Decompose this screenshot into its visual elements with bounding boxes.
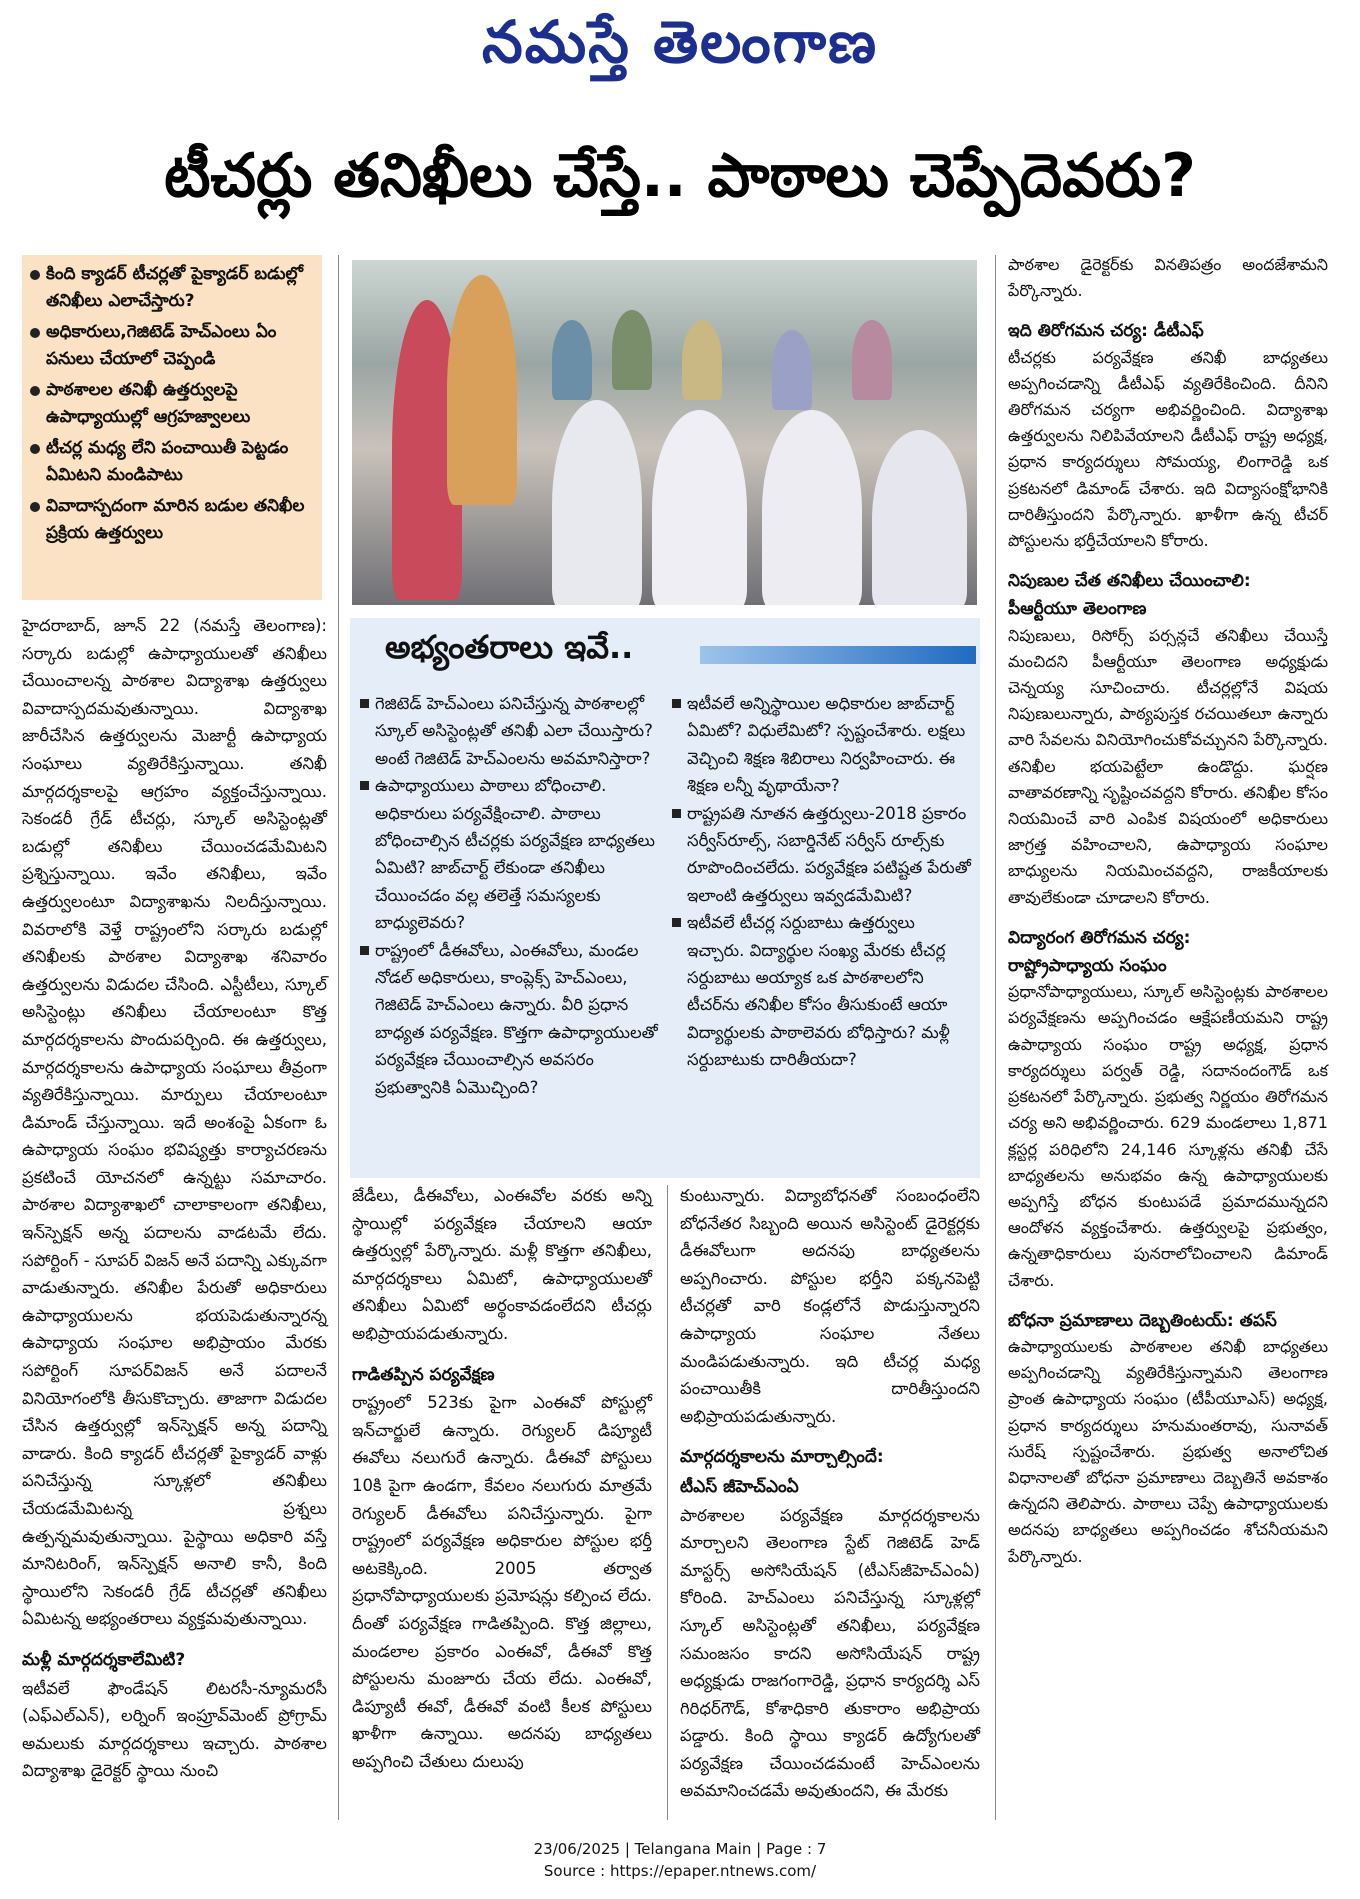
article-paragraph: ఇటీవలే ఫౌండేషన్ లిటరసీ-న్యూమరసీ (ఎఫ్ఎల్ఎన్), లర్నింగ్ ఇంప్రూవ్‌మెంట్ ప్రోగ్రామ్ అమలుకు మార్గదర్శకాలు ఇచ్చారు. పాఠశాల విద్యాశాఖ డైరెక్టర్ స్థాయి నుంచి [22,1678,327,1781]
highlight-item: పాఠశాలల తనిఖీ ఉత్తర్వులపై ఉపాధ్యాయుల్లో ఆగ్రహజ్వాలలు [30,377,314,431]
subheading: ఇది తిరోగమన చర్య: డీటీఎఫ్ [1008,321,1204,342]
classroom-photo [352,260,977,605]
highlight-item: టీచర్ల మధ్య లేని పంచాయితీ పెట్టడం ఏమిటని మండిపాటు [30,435,314,489]
article-paragraph: నిపుణులు, రిసోర్స్ పర్సన్లచే తనిఖీలు చేయిస్తే మంచిదని పీఆర్టీయూ తెలంగాణ అధ్యక్షుడు చెన్నయ్య సూచించారు. టీచర్లల్లోనే విషయ నిపుణులున్నారు, పాఠ్యపుస్తక రచయితలూ ఉన్నారు వారి సేవలను వినియోగించుకోవచ్చునని పేర్కొన్నారు. తనిఖీల భయపెట్టేలా ఉండొద్దు. ఘర్షణ వాతావరణాన్ని సృష్టించవద్దని కోరారు. తనిఖీల కోసం నియమించే వారి ఎంపిక విషయంలో అధికారులు జాగ్రత్త వహించాలని, ఉపాధ్యాయ సంఘాల బాధ్యులను నియమించవద్దని, రాజకీయాలకు తావులేకుండా చూడాలని కోరారు. [1008,625,1328,907]
inset-left-column [360,690,660,1101]
article-column-1 [22,612,327,1785]
article-paragraph: పాఠశాల డైరెక్టర్‌కు వినతిపత్రం అందజేశామని పేర్కొన్నారు. [1008,255,1328,301]
inset-item: రాష్ట్రంలో డీఈవోలు, ఎంఈవోలు, మండల నోడల్ అధికారులు, కాంప్లెక్స్ హెచ్ఎంలు, గెజిటెడ్ హెచ్ఎంలు ఉన్నారు. వీరి ప్రధాన బాధ్యత పర్యవేక్షణ. కొత్తగా ఉపాధ్యాయులతో పర్యవేక్షణ చేయించాల్సిన అవసరం ప్రభుత్వానికి ఏమొచ్చింది? [360,937,660,1101]
subheading: బోధనా ప్రమాణాలు దెబ్బతింటయ్: తపస్ [1008,1310,1277,1331]
article-column-2 [352,1182,652,1775]
article-column-4 [1008,252,1328,1570]
subheading: పీఆర్టీయూ తెలంగాణ [1008,599,1147,620]
article-paragraph: కుంటున్నారు. విద్యాబోధనతో సంబంధంలేని బోధనేతర సిబ్బంది అయిన అసిస్టెంట్ డైరెక్టర్లకు డీఈవోలుగా అదనపు బాధ్యతలను అప్పగించారు. పోస్టుల భర్తీని పక్కనపెట్టి టీచర్లతో వారి కండ్లలోనే పొడుస్తున్నారని ఉపాధ్యాయ సంఘాల నేతలు మండిపడుతున్నారు. ఇది టీచర్ల మధ్య పంచాయితీకి దారితీస్తుందని అభిప్రాయపడుతున్నారు. [680,1186,980,1426]
article-paragraph: ఉపాధ్యాయులకు పాఠశాలల తనిఖీ బాధ్యతలు అప్పగించడాన్ని వ్యతిరేకిస్తున్నామని తెలంగాణ ప్రాంత ఉపాధ్యాయ సంఘం (టీపీయూఎస్) అధ్యక్ష, ప్రధాన కార్యదర్శులు హనుమంతరావు, సునావత్ సురేష్ స్పష్టంచేశారు. ప్రభుత్వ అనాలోచిత విధానాలతో బోధనా ప్రమాణాలు దెబ్బతినే అవకాశం ఉన్నదని తెలిపారు. పాఠాలు చెప్పే ఉపాధ్యాయులకు అదనపు బాధ్యతలు అప్పగించడం శోచనీయమని పేర్కొన్నారు. [1008,1336,1328,1566]
highlight-item: వివాదాస్పదంగా మారిన బడుల తనిఖీల ప్రక్రియ ఉత్తర్వులు [30,493,314,547]
footer-date-page: 23/06/2025 | Telangana Main | Page : 7 [533,1840,827,1858]
inset-title-bar [700,646,976,664]
inset-item: ఇటీవలే అన్నిస్థాయిల అధికారుల జాబ్‌చార్ట్ ఏమిటో? విధులేమిటో? స్పష్టంచేశారు. లక్షలు వెచ్చించి శిక్షణ శిబిరాలు నిర్వహించారు. ఈ శిక్షణ లన్నీ వృథాయేనా? [672,690,972,800]
inset-title: అభ్యంతరాలు ఇవే.. [385,628,634,666]
inset-item: ఉపాధ్యాయులు పాఠాలు బోధించాలి. అధికారులు పర్యవేక్షించాలి. పాఠాలు బోధించాల్సిన టీచర్లకు పర్యవేక్షణ బాధ్యతలు ఏమిటి? జాబ్‌చార్ట్ లేకుండా తనిఖీలు చేయించడం వల్ల తలెత్తే సమస్యలకు బాధ్యులెవరు? [360,772,660,936]
subheading: టీఎస్ జీహెచ్ఎంఏ [680,1476,799,1497]
article-paragraph: ప్రధానోపాధ్యాయులు, స్కూల్ అసిస్టెంట్లకు పాఠశాలల పర్యవేక్షణను అప్పగించడం ఆక్షేపణీయమని రాష్ట్ర ఉపాధ్యాయ సంఘం రాష్ట్ర అధ్యక్ష, ప్రధాన కార్యదర్శులు పర్వత్ రెడ్డి, సదానందంగౌడ్ ఒక ప్రకటనలో పేర్కొన్నారు. ప్రభుత్వ నిర్ణయం తిరోగమన చర్య అని అభివర్ణించారు. 629 మండలాలు 1,871 క్లస్టర్ల పరిధిలోని 24,146 స్కూళ్లను తనిఖీ చేసే బాధ్యతలను అనుభవం ఉన్న ఉపాధ్యాయులకు అప్పగిస్తే బోధన కుంటుపడే ప్రమాదమున్నదని ఆందోళన వ్యక్తంచేశారు. ఉత్తర్వులపై ప్రభుత్వం, ఉన్నతాధికారులు పునరాలోచించాలని డిమాండ్ చేశారు. [1008,982,1328,1290]
column-divider [338,255,339,1820]
inset-item: రాష్ట్రపతి నూతన ఉత్తర్వులు-2018 ప్రకారం సర్వీస్‌రూల్స్, సబార్డినేట్ సర్వీస్ రూల్స్‌కు రూపొందించలేదు. పర్యవేక్షణ పటిష్టత పేరుతో ఇలాంటి ఉత్తర్వులు ఇవ్వడమేమిటి? [672,800,972,910]
article-paragraph: హైదరాబాద్, జూన్ 22 (నమస్తే తెలంగాణ): సర్కారు బడుల్లో ఉపాధ్యాయులతో తనిఖీలు చేయించాలన్న పాఠశాల విద్యాశాఖ ఉత్తర్వులు వివాదాస్పదమవుతున్నాయి. విద్యాశాఖ జారీచేసిన ఉత్తర్వులను మెజార్టీ ఉపాధ్యాయ సంఘాలు వ్యతిరేకిస్తున్నాయి. తనిఖీ మార్గదర్శకాలపై ఆగ్రహం వ్యక్తంచేస్తున్నాయి. సెకండరీ గ్రేడ్ టీచర్లు, స్కూల్ అసిస్టెంట్లతో బడుల్లో తనిఖీలు చేయించడమేమిటని ప్రశ్నిస్తున్నాయి. ఇవేం తనిఖీలు, ఇవేం ఉత్తర్వులంటూ విద్యాశాఖను నిలదీస్తున్నాయి. వివరాలోకి వెళ్తే రాష్ట్రంలోని సర్కారు బడుల్లో తనిఖీలకు పాఠశాల విద్యాశాఖ శనివారం ఉత్తర్వులను విడుదల చేసింది. ఎస్టీటీలు, స్కూల్ అసిస్టెంట్లు తనిఖీలు చేయాలంటూ కొత్త మార్గదర్శకాలను పొందుపర్చింది. ఈ ఉత్తర్వులు, మార్గదర్శకాలను ఉపాధ్యాయ సంఘాలు తీవ్రంగా వ్యతిరేకిస్తున్నాయి. మార్పులు చేయాలంటూ డిమాండ్ చేస్తున్నాయి. ఇదే అంశంపై ఏకంగా ఓ ఉపాధ్యాయ సంఘం భవిష్యత్తు కార్యాచరణను ప్రకటించే యోచనలో ఉన్నట్టు సమాచారం. పాఠశాల విద్యాశాఖలో చాలాకాలంగా తనిఖీలు, ఇన్‌స్పెక్షన్ అన్న పదాలను వాడటమే లేదు. సపోర్టింగ్ - సూపర్ విజన్ అనే పదాన్ని ఎక్కువగా వాడుతున్నారు. తనిఖీల పేరుతో అధికారులు ఉపాధ్యాయులను భయపెడుతున్నారన్న ఉపాధ్యాయ సంఘాల అభిప్రాయం మేరకు సపోర్టింగ్ సూపర్‌విజన్ అనే పదాలనే వినియోగంలోకి తీసుకొచ్చారు. తాజాగా విడుదల చేసిన ఉత్తర్వుల్లో ఇన్‌స్పెక్షన్ అన్న పదాన్ని వాడారు. కింది క్యాడర్ టీచర్లతో పైక్యాడర్ వాళ్లు పనిచేస్తున్న స్కూళ్లలో తనిఖీలు చేయడమేమిటన్న ప్రశ్నలు ఉత్పన్నమవుతున్నాయి. పైస్థాయి అధికారి వస్తే మానిటరింగ్, ఇన్‌స్పెక్షన్ అనాలి కానీ, కింది స్థాయిలోని సెకండరీ గ్రేడ్ టీచర్లతో తనిఖీలు ఏమిటన్న అభ్యంతరాలు వ్యక్తమవుతున్నాయి. [22,616,327,1629]
highlight-item: కింది క్యాడర్ టీచర్లతో పైక్యాడర్ బడుల్లో తనిఖీలు ఎలాచేస్తారు? [30,261,314,315]
article-paragraph: టీచర్లకు పర్యవేక్షణ తనిఖీ బాధ్యతలు అప్పగించడాన్ని డీటీఎఫ్ వ్యతిరేకించింది. దీనిని తిరోగమన చర్యగా అభివర్ణించింది. విద్యాశాఖ ఉత్తర్వులను నిలిపివేయాలని డీటీఎఫ్ రాష్ట్ర అధ్యక్ష, ప్రధాన కార్యదర్శులు సోమయ్య, లింగారెడ్డి ఒక ప్రకటనలో డిమాండ్ చేశారు. ఇది విద్యాసంక్షోభానికి దారితీస్తుందని పేర్కొన్నారు. ఖాళీగా ఉన్న టీచర్ పోస్టులను భర్తీచేయాలని కోరారు. [1008,347,1328,551]
headline: టీచర్లు తనిఖీలు చేస్తే.. పాఠాలు చెప్పేదెవరు? [164,141,1196,211]
footer-source: Source : https://epaper.ntnews.com/ [543,1862,817,1880]
subheading: విద్యారంగ తిరోగమన చర్య: [1008,927,1191,948]
subheading: మళ్లీ మార్గదర్శకాలేమిటి? [22,1649,186,1670]
article-paragraph: రాష్ట్రంలో 523కు పైగా ఎంఈవో పోస్టుల్లో ఇన్‌చార్జులే ఉన్నారు. రెగ్యులర్ డిప్యూటీ ఈవోలు నలుగురే ఉన్నారు. డీఈవో పోస్టులు 10కి పైగా ఉండగా, కేవలం నలుగురు మాత్రమే రెగ్యులర్ డీఈవోలు పనిచేస్తున్నారు. పైగా రాష్ట్రంలో పర్యవేక్షణ అధికారుల పోస్టుల భర్తీ అటకెక్కింది. 2005 తర్వాత ప్రధానోపాధ్యాయులకు ప్రమోషన్లు కల్పించ లేదు. దీంతో పర్యవేక్షణ గాడితప్పింది. కొత్త జిల్లాలు, మండలాల ప్రకారం ఎంఈవో, డీఈవో కొత్త పోస్టులను మంజూరు చేయ లేదు. ఎంఈవో, డిప్యూటీ ఈవో, డీఈవో వంటి కీలక పోస్టులు ఖాళీగా ఉన్నాయి. అదనపు బాధ్యతలు అప్పగించి చేతులు దులుపు [352,1393,652,1771]
inset-right-column [672,690,972,1074]
masthead-logo: నమస్తే తెలంగాణ [482,8,878,76]
highlight-item: అధికారులు,గెజిటెడ్ హెచ్ఎంలు ఏం పనులు చేయాలో చెప్పండి [30,319,314,373]
subheading: రాష్ట్రోపాధ్యాయ సంఘం [1008,956,1167,977]
article-paragraph: పాఠశాలల పర్యవేక్షణ మార్గదర్శకాలను మార్చాలని తెలంగాణ స్టేట్ గెజిటెడ్ హెడ్ మాస్టర్స్ అసోసియేషన్ (టీఎస్‌జీహెచ్ఎంఏ) కోరింది. హెచ్ఎంలు పనిచేస్తున్న స్కూళ్లల్లో స్కూల్ అసిస్టెంట్లతో తనిఖీలు, పర్యవేక్షణ సమంజసం కాదని అసోసియేషన్ రాష్ట్ర అధ్యక్షుడు రాజగంగారెడ్డి, ప్రధాన కార్యదర్శి ఎస్ గిరిధర్‌గౌడ్, కోశాధికారి తుకారాం అభిప్రాయ పడ్డారు. కింది స్థాయి క్యాడర్ ఉద్యోగులతో పర్యవేక్షణ చేయించడమంటే హెచ్ఎంలను అవమానించడమే అవుతుందని, ఈ మేరకు [680,1505,980,1801]
column-divider [667,1185,668,1820]
subheading: నిపుణుల చేత తనిఖీలు చేయించాలి: [1008,571,1251,592]
inset-item: ఇటీవలే టీచర్ల సర్దుబాటు ఉత్తర్వులు ఇచ్చారు. విద్యార్థుల సంఖ్య మేరకు టీచర్ల సర్దుబాటు అయ్యాక ఒక పాఠశాలలోని టీచర్‌ను తనిఖీల కోసం తీసుకుంటే ఆయా విద్యార్థులకు పాఠాలెవరు బోధిస్తారు? మళ్లీ సర్దుబాటుకు దారితీయదా? [672,909,972,1073]
subheading: మార్గదర్శకాలను మార్చాల్సిందే: [680,1447,884,1468]
article-paragraph: జేడీలు, డీఈవోలు, ఎంఈవోల వరకు అన్ని స్థాయిల్లో పర్యవేక్షణ చేయాలని ఆయా ఉత్తర్వుల్లో పేర్కొన్నారు. మళ్లీ కొత్తగా తనిఖీలు, మార్గదర్శకాలు ఏమిటో, ఉపాధ్యాయులతో తనిఖీలు ఏమిటో అర్థంకావడంలేదని టీచర్లు అభిప్రాయపడుతున్నారు. [352,1186,652,1343]
article-column-3 [680,1182,980,1805]
subheading: గాడితప్పిన పర్యవేక్షణ [352,1364,495,1385]
highlights-box [22,255,322,600]
inset-item: గెజిటెడ్ హెచ్ఎంలు పనిచేస్తున్న పాఠశాలల్లో స్కూల్ అసిస్టెంట్లతో తనిఖీ ఎలా చేయిస్తారు? అంటే గెజిటెడ్ హెచ్ఎంలను అవమానిస్తారా? [360,690,660,772]
column-divider [995,255,996,1820]
